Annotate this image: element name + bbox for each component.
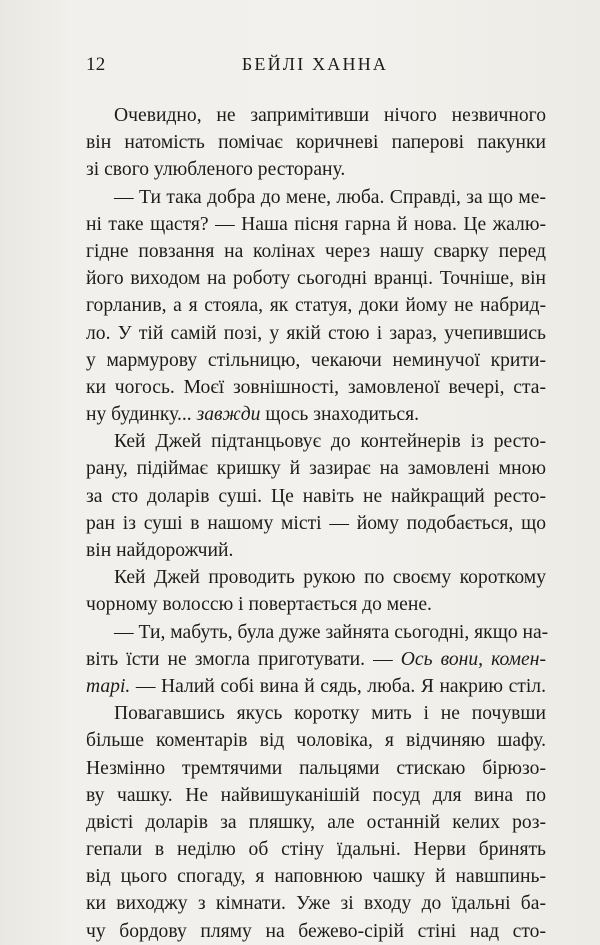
text-line: ран із суші в нашому місті — йому подобається, що — [86, 512, 546, 534]
text-line: горланив, а я стояла, як статуя, доки йому не набрид- — [86, 295, 546, 317]
text-line: гепали в неділю об стіну їдальні. Нерви бринять — [86, 839, 546, 861]
text-line: ки чогось. Моєї зовнішності, замовленої вечері, ста- — [86, 376, 546, 398]
italic-emphasis: Ось вони, комен- — [400, 648, 546, 670]
text-line: чорному волоссю і повертається до мене. — [86, 594, 432, 616]
text-line: Очевидно, не запримітивши нічого незвичного — [114, 105, 546, 126]
italic-emphasis: завжди — [196, 404, 261, 426]
text-line: чу бордову пляму на бежево-сірій стіні над сто- — [86, 920, 546, 942]
text-line: ну будинку... завжди щось знаходиться. — [86, 404, 420, 426]
text-line: гідне повзання на колінах через нашу сварку перед — [86, 240, 546, 262]
text-line: Кей Джей підтанцьовує до контейнерів із ресто- — [114, 431, 546, 453]
text-line: він натомість помічає коричневі паперові пакунки — [86, 132, 546, 154]
text-line: Кей Джей проводить рукою по своєму короткому — [114, 567, 546, 589]
text-line: його виходом на роботу сьогодні вранці. Точніше, він — [86, 268, 546, 290]
text-line: ву чашку. Не найвишуканішій посуд для вина по — [86, 784, 546, 806]
italic-emphasis: тарі. — [86, 675, 131, 697]
text-line: ло. У тій самій позі, у якій стою і зараз, учепившись — [86, 322, 546, 344]
text-line: — Ти така добра до мене, люба. Справді, за що ме- — [114, 186, 546, 208]
text-line: — Ти, мабуть, була дуже зайнята сьогодні, якщо на- — [114, 621, 549, 643]
text-line: Повагавшись якусь коротку мить і не почувши — [114, 703, 546, 725]
text-line: більше коментарів від чоловіка, я відчиняю шафу. — [86, 730, 546, 752]
running-head-author: БЕЙЛІ ХАННА — [241, 54, 389, 74]
text-line: ні таке щастя? — Наша пісня гарна й нова. Це жалю- — [86, 213, 546, 235]
page-number: 12 — [86, 54, 106, 75]
text-line: Незмінно тремтячими пальцями стискаю бірюзо- — [86, 757, 546, 779]
text-line: зі свого улюбленого ресторану. — [86, 159, 346, 181]
text-line: він найдорожчий. — [86, 540, 234, 561]
text-line: у мармурову стільницю, чекаючи неминучої крити- — [86, 349, 546, 371]
text-line: від цього спогаду, я наповнюю чашку й навшпинь- — [86, 866, 546, 888]
text-line: рану, підіймає кришку й зазирає на замовлені мною — [86, 458, 546, 480]
text-line: за сто доларів суші. Це навіть не найкращий ресто- — [86, 485, 546, 507]
text-line: віть їсти не змогла приготувати. — Ось вони, комен- — [86, 648, 546, 670]
running-head — [86, 54, 544, 78]
body-text — [86, 102, 549, 945]
text-line: тарі. — Налий собі вина й сядь, люба. Я накрию стіл. — [86, 675, 546, 697]
text-line: двісті доларів за пляшку, але останній келих роз- — [86, 811, 546, 833]
text-line: ки виходжу з кімнати. Уже зі входу до їдальні ба- — [86, 893, 546, 915]
